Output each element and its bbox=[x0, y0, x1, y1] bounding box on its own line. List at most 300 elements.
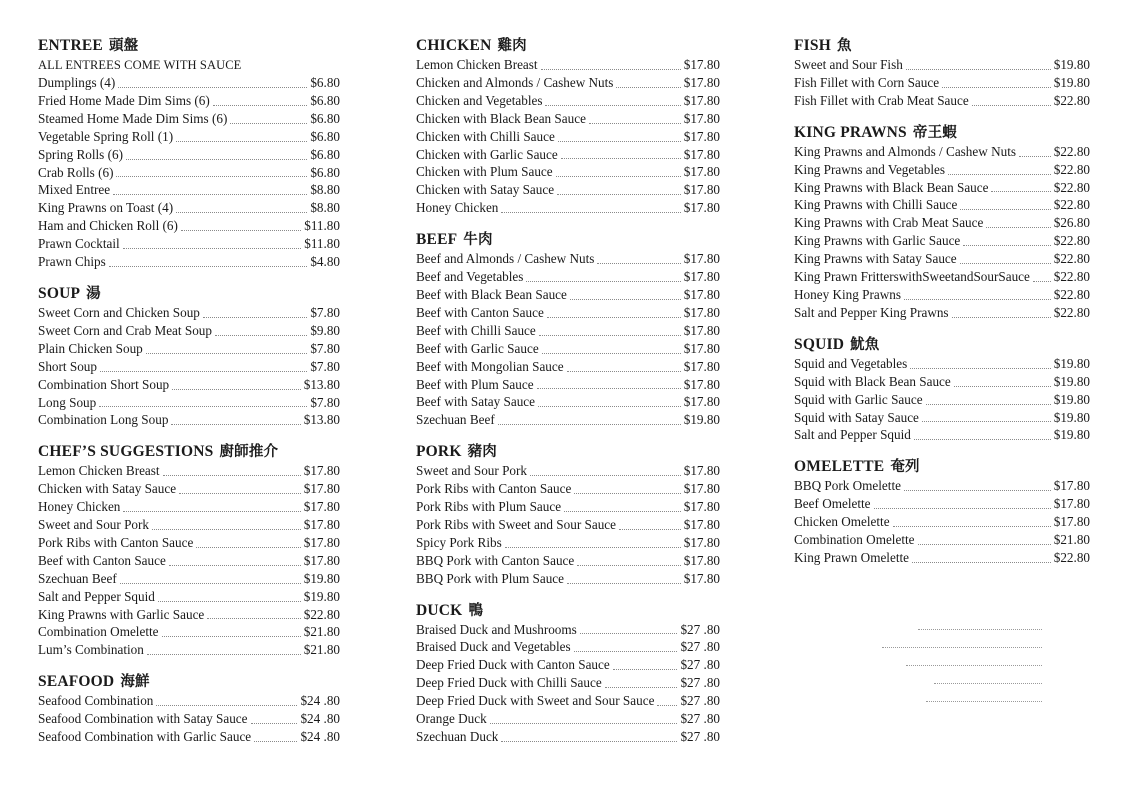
menu-item-name: Beef with Mongolian Sauce bbox=[416, 358, 564, 374]
menu-item bbox=[416, 638, 720, 656]
menu-item-name: Combination Long Soup bbox=[38, 412, 169, 428]
dot-leader bbox=[893, 526, 1051, 527]
menu-item bbox=[38, 588, 340, 606]
menu-item-price: $17.80 bbox=[683, 570, 720, 586]
dot-leader bbox=[539, 335, 681, 336]
dot-leader bbox=[589, 123, 681, 124]
menu-item bbox=[38, 235, 340, 253]
section-title bbox=[416, 601, 720, 621]
menu-item bbox=[416, 376, 720, 394]
dot-leader bbox=[207, 618, 300, 619]
menu-item bbox=[794, 179, 1090, 197]
menu-item-price: $27 .80 bbox=[680, 639, 720, 655]
menu-item bbox=[794, 391, 1090, 409]
menu-item bbox=[794, 373, 1090, 391]
dot-leader bbox=[541, 69, 681, 70]
dot-leader bbox=[906, 69, 1051, 70]
dot-leader bbox=[116, 176, 307, 177]
menu-item-name: Beef with Canton Sauce bbox=[416, 304, 544, 320]
menu-item bbox=[416, 181, 720, 199]
menu-item bbox=[416, 286, 720, 304]
menu-section-soup bbox=[38, 284, 340, 429]
menu-item-name: Beef with Garlic Sauce bbox=[416, 340, 539, 356]
menu-item-name: BBQ Pork Omelette bbox=[794, 478, 901, 494]
dot-leader bbox=[169, 565, 301, 566]
menu-item-price: $17.80 bbox=[683, 340, 720, 356]
menu-item-name: Braised Duck and Vegetables bbox=[416, 639, 571, 655]
menu-item-price: $17.80 bbox=[1053, 514, 1090, 530]
menu-item bbox=[794, 549, 1090, 567]
section-title-zh: 奄列 bbox=[890, 459, 920, 476]
blank-dotted-line bbox=[918, 628, 1042, 630]
section-title bbox=[416, 442, 720, 462]
menu-item-name: Beef with Black Bean Sauce bbox=[416, 286, 567, 302]
menu-item-price: $17.80 bbox=[683, 481, 720, 497]
blank-dotted-line bbox=[926, 700, 1042, 702]
menu-column-left bbox=[38, 36, 340, 759]
menu-item bbox=[38, 411, 340, 429]
menu-item-price: $26.80 bbox=[1053, 215, 1090, 231]
menu-item-price: $6.80 bbox=[310, 75, 340, 90]
menu-item bbox=[794, 92, 1090, 110]
dot-leader bbox=[100, 371, 307, 372]
menu-item bbox=[794, 495, 1090, 513]
menu-section-chicken bbox=[416, 36, 720, 217]
dot-leader bbox=[501, 212, 680, 213]
menu-item-name: King Prawns with Satay Sauce bbox=[794, 251, 957, 267]
menu-item-name: BBQ Pork with Canton Sauce bbox=[416, 552, 575, 568]
menu-item-price: $22.80 bbox=[1053, 197, 1090, 213]
menu-item bbox=[794, 304, 1090, 322]
menu-item bbox=[38, 253, 340, 271]
menu-item-name: Sweet and Sour Fish bbox=[794, 57, 903, 72]
menu-item bbox=[416, 710, 720, 728]
menu-section-fish bbox=[794, 36, 1090, 110]
menu-item-name: Sweet and Sour Pork bbox=[416, 463, 527, 479]
menu-item-price: $24 .80 bbox=[300, 711, 340, 727]
menu-item bbox=[38, 480, 340, 498]
menu-item-name: Deep Fried Duck with Chilli Sauce bbox=[416, 675, 602, 691]
menu-item bbox=[794, 477, 1090, 495]
menu-item bbox=[38, 728, 340, 746]
dot-leader bbox=[99, 406, 307, 407]
section-title bbox=[38, 672, 340, 692]
menu-item bbox=[794, 513, 1090, 531]
section-title bbox=[416, 36, 720, 56]
menu-item bbox=[38, 217, 340, 235]
menu-item-price: $22.80 bbox=[1053, 161, 1090, 177]
menu-item bbox=[794, 214, 1090, 232]
menu-item-name: Chicken with Garlic Sauce bbox=[416, 146, 558, 162]
menu-item-price: $27 .80 bbox=[680, 693, 720, 709]
dot-leader bbox=[120, 583, 301, 584]
menu-item bbox=[38, 376, 340, 394]
menu-item-name: Seafood Combination bbox=[38, 693, 154, 709]
menu-item-price: $17.80 bbox=[683, 304, 720, 320]
dot-leader bbox=[213, 105, 308, 106]
menu-item-name: Pork Ribs with Sweet and Sour Sauce bbox=[416, 516, 616, 532]
menu-item-name: Steamed Home Made Dim Sims (6) bbox=[38, 110, 228, 126]
section-title-zh: 豬肉 bbox=[467, 444, 497, 461]
menu-item-name: Chicken with Plum Sauce bbox=[416, 164, 553, 180]
menu-item-name: Sweet and Sour Pork bbox=[38, 517, 149, 533]
section-title bbox=[38, 284, 340, 304]
dot-leader bbox=[914, 439, 1051, 440]
menu-item-price: $7.80 bbox=[310, 358, 340, 374]
section-title bbox=[794, 36, 1090, 56]
menu-item-price: $17.80 bbox=[683, 146, 720, 162]
menu-item-price: $17.80 bbox=[683, 92, 720, 108]
dot-leader bbox=[230, 123, 307, 124]
menu-item-name: Beef and Vegetables bbox=[416, 269, 524, 285]
menu-item bbox=[38, 128, 340, 146]
menu-item bbox=[38, 110, 340, 128]
menu-item-price: $6.80 bbox=[310, 164, 340, 180]
dot-leader bbox=[113, 194, 307, 195]
menu-item-price: $6.80 bbox=[310, 92, 340, 108]
dot-leader bbox=[176, 141, 307, 142]
menu-item-price: $17.80 bbox=[683, 552, 720, 568]
menu-section-king-prawns bbox=[794, 123, 1090, 322]
section-title-zh: 湯 bbox=[86, 285, 101, 302]
menu-item-name: Fish Fillet with Crab Meat Sauce bbox=[794, 92, 969, 108]
dot-leader bbox=[171, 424, 300, 425]
dot-leader bbox=[558, 141, 681, 142]
menu-item-price: $22.80 bbox=[1053, 143, 1090, 159]
menu-item bbox=[416, 621, 720, 639]
dot-leader bbox=[616, 87, 680, 88]
menu-section-entree bbox=[38, 36, 340, 271]
menu-item-price: $21.80 bbox=[1053, 532, 1090, 548]
dot-leader bbox=[1019, 156, 1051, 157]
menu-item-price: $7.80 bbox=[310, 304, 340, 320]
dot-leader bbox=[960, 263, 1051, 264]
menu-item-price: $27 .80 bbox=[680, 657, 720, 673]
menu-item-name: Deep Fried Duck with Sweet and Sour Sauce bbox=[416, 693, 655, 709]
menu-item-price: $4.80 bbox=[310, 254, 340, 270]
menu-item bbox=[794, 56, 1090, 74]
menu-item bbox=[416, 570, 720, 588]
menu-item-price: $17.80 bbox=[683, 394, 720, 410]
menu-item-name: Long Soup bbox=[38, 394, 97, 410]
menu-item-price: $9.80 bbox=[310, 322, 340, 338]
dot-leader bbox=[556, 176, 681, 177]
dot-leader bbox=[574, 493, 680, 494]
menu-item-price: $27 .80 bbox=[680, 621, 720, 637]
section-title-zh: 魚 bbox=[836, 38, 852, 54]
menu-item-name: King Prawn FritterswithSweetandSourSauce bbox=[794, 269, 1030, 285]
menu-item bbox=[794, 143, 1090, 161]
menu-item-name: Lemon Chicken Breast bbox=[38, 463, 160, 479]
menu-item bbox=[416, 163, 720, 181]
menu-item-price: $17.80 bbox=[683, 251, 720, 267]
menu-item bbox=[794, 286, 1090, 304]
dot-leader bbox=[574, 651, 678, 652]
menu-item-price: $24 .80 bbox=[300, 693, 340, 709]
section-title-en: SQUID bbox=[794, 335, 845, 353]
menu-item-name: Seafood Combination with Satay Sauce bbox=[38, 711, 248, 727]
menu-item-price: $6.80 bbox=[310, 128, 340, 144]
menu-item bbox=[794, 355, 1090, 373]
menu-item-name: Salt and Pepper Squid bbox=[794, 427, 911, 443]
menu-item-price: $22.80 bbox=[303, 606, 340, 622]
menu-item-name: King Prawns with Black Bean Sauce bbox=[794, 179, 989, 195]
menu-item-name: Fish Fillet with Corn Sauce bbox=[794, 74, 940, 90]
menu-item-price: $8.80 bbox=[310, 200, 340, 216]
menu-item-name: Squid with Garlic Sauce bbox=[794, 391, 923, 407]
menu-item-name: Honey King Prawns bbox=[794, 286, 901, 302]
dot-leader bbox=[926, 404, 1051, 405]
dot-leader bbox=[960, 209, 1050, 210]
menu-item bbox=[38, 570, 340, 588]
dot-leader bbox=[123, 248, 302, 249]
menu-item bbox=[38, 146, 340, 164]
menu-item bbox=[416, 304, 720, 322]
menu-item-price: $17.80 bbox=[683, 358, 720, 374]
dot-leader bbox=[874, 508, 1051, 509]
menu-item-price: $13.80 bbox=[303, 376, 340, 392]
dot-leader bbox=[538, 406, 681, 407]
menu-item bbox=[416, 498, 720, 516]
blank-dotted-line bbox=[934, 682, 1042, 684]
dot-leader bbox=[505, 547, 681, 548]
menu-item bbox=[794, 409, 1090, 427]
menu-item-price: $17.80 bbox=[303, 517, 340, 533]
dot-leader bbox=[972, 105, 1051, 106]
dot-leader bbox=[147, 654, 301, 655]
dot-leader bbox=[156, 705, 297, 706]
menu-item-price: $17.80 bbox=[303, 499, 340, 515]
menu-item-name: BBQ Pork with Plum Sauce bbox=[416, 570, 564, 586]
menu-item bbox=[794, 531, 1090, 549]
menu-item-price: $24 .80 bbox=[300, 729, 340, 745]
dot-leader bbox=[619, 529, 681, 530]
dot-leader bbox=[986, 227, 1050, 228]
menu-item bbox=[794, 232, 1090, 250]
menu-item-name: Squid and Vegetables bbox=[794, 355, 908, 371]
menu-item-name: Fried Home Made Dim Sims (6) bbox=[38, 92, 210, 108]
menu-item-price: $7.80 bbox=[310, 340, 340, 356]
section-title-en: ENTREE bbox=[38, 37, 103, 54]
menu-item-price: $22.80 bbox=[1053, 179, 1090, 195]
section-title-zh: 帝王蝦 bbox=[912, 124, 957, 141]
menu-item-name: Braised Duck and Mushrooms bbox=[416, 621, 577, 637]
section-title-en: BEEF bbox=[416, 231, 458, 249]
section-title-zh: 雞肉 bbox=[497, 38, 527, 54]
section-title-en: OMELETTE bbox=[794, 458, 885, 476]
menu-item-price: $17.80 bbox=[683, 182, 720, 198]
menu-item bbox=[38, 710, 340, 728]
menu-item-name: Deep Fried Duck with Canton Sauce bbox=[416, 657, 610, 673]
section-title-en: SEAFOOD bbox=[38, 673, 115, 691]
menu-item-price: $7.80 bbox=[310, 394, 340, 410]
menu-item-price: $8.80 bbox=[310, 182, 340, 198]
menu-item-name: Chicken with Satay Sauce bbox=[416, 182, 555, 198]
menu-item-name: Ham and Chicken Roll (6) bbox=[38, 218, 178, 234]
menu-section-chef-s-suggestions bbox=[38, 442, 340, 659]
menu-item bbox=[38, 462, 340, 480]
menu-item-name: Beef with Plum Sauce bbox=[416, 376, 534, 392]
menu-item-name: Beef Omelette bbox=[794, 496, 871, 512]
dot-leader bbox=[561, 158, 681, 159]
menu-item-price: $19.80 bbox=[1053, 373, 1090, 389]
menu-item bbox=[416, 552, 720, 570]
menu-item bbox=[794, 268, 1090, 286]
dot-leader bbox=[657, 705, 677, 706]
dot-leader bbox=[152, 529, 301, 530]
section-title-zh: 廚師推介 bbox=[219, 444, 279, 461]
blank-dotted-line bbox=[882, 646, 1042, 648]
menu-item bbox=[38, 340, 340, 358]
menu-item-name: Szechuan Beef bbox=[38, 570, 117, 586]
dot-leader bbox=[963, 245, 1050, 246]
dot-leader bbox=[580, 633, 678, 634]
menu-item-price: $19.80 bbox=[1053, 74, 1090, 90]
menu-item-name: Orange Duck bbox=[416, 711, 487, 727]
menu-item bbox=[416, 516, 720, 534]
menu-item-name: Pork Ribs with Plum Sauce bbox=[416, 499, 562, 515]
menu-item-price: $17.80 bbox=[683, 74, 720, 90]
menu-item-name: Beef with Satay Sauce bbox=[416, 394, 536, 410]
menu-item-name: Dumplings (4) bbox=[38, 75, 116, 90]
menu-item bbox=[38, 641, 340, 659]
menu-item-price: $17.80 bbox=[303, 534, 340, 550]
menu-item bbox=[416, 728, 720, 746]
menu-item bbox=[416, 674, 720, 692]
dot-leader bbox=[196, 547, 300, 548]
menu-item bbox=[38, 623, 340, 641]
menu-item bbox=[38, 181, 340, 199]
menu-item bbox=[38, 92, 340, 110]
menu-item-price: $17.80 bbox=[683, 516, 720, 532]
menu-item-name: Sweet Corn and Crab Meat Soup bbox=[38, 322, 212, 338]
menu-item bbox=[416, 393, 720, 411]
menu-item-price: $22.80 bbox=[1053, 233, 1090, 249]
menu-item-name: Combination Omelette bbox=[794, 532, 915, 548]
section-title-en: FISH bbox=[794, 37, 831, 54]
dot-leader bbox=[545, 105, 680, 106]
menu-item-name: Beef with Chilli Sauce bbox=[416, 322, 536, 338]
menu-item-name: Sweet Corn and Chicken Soup bbox=[38, 304, 200, 320]
menu-item bbox=[416, 656, 720, 674]
menu-item bbox=[38, 394, 340, 412]
menu-item-price: $19.80 bbox=[303, 588, 340, 604]
menu-item-name: Pork Ribs with Canton Sauce bbox=[38, 534, 194, 550]
menu-item-price: $17.80 bbox=[1053, 496, 1090, 512]
menu-item bbox=[416, 199, 720, 217]
menu-item bbox=[416, 146, 720, 164]
menu-section-seafood bbox=[38, 672, 340, 746]
menu-item bbox=[38, 498, 340, 516]
dot-leader bbox=[537, 388, 681, 389]
dot-leader bbox=[910, 368, 1050, 369]
dot-leader bbox=[126, 159, 307, 160]
section-title-zh: 頭盤 bbox=[108, 38, 139, 54]
menu-item-name: Seafood Combination with Garlic Sauce bbox=[38, 729, 252, 745]
menu-item-price: $22.80 bbox=[1053, 92, 1090, 108]
dot-leader bbox=[254, 741, 297, 742]
dot-leader bbox=[146, 353, 308, 354]
dot-leader bbox=[577, 565, 680, 566]
dot-leader bbox=[904, 299, 1051, 300]
section-title-en: KING PRAWNS bbox=[794, 123, 907, 141]
menu-item-name: Chicken and Almonds / Cashew Nuts bbox=[416, 74, 614, 90]
dot-leader bbox=[1033, 281, 1051, 282]
menu-item-price: $22.80 bbox=[1053, 549, 1090, 565]
menu-item-name: Szechuan Duck bbox=[416, 729, 499, 744]
menu-item-price: $13.80 bbox=[303, 412, 340, 428]
section-title bbox=[794, 457, 1090, 477]
menu-item bbox=[416, 110, 720, 128]
menu-section-squid bbox=[794, 335, 1090, 445]
menu-item bbox=[38, 304, 340, 322]
menu-item-name: Chicken and Vegetables bbox=[416, 92, 543, 108]
menu-item-name: Beef and Almonds / Cashew Nuts bbox=[416, 251, 595, 267]
menu-item-name: Plain Chicken Soup bbox=[38, 340, 143, 356]
menu-item-price: $6.80 bbox=[310, 110, 340, 126]
menu-item bbox=[38, 552, 340, 570]
menu-item-name: Chicken Omelette bbox=[794, 514, 890, 530]
menu-item-price: $6.80 bbox=[310, 146, 340, 162]
dot-leader bbox=[567, 583, 681, 584]
menu-section-omelette bbox=[794, 457, 1090, 567]
menu-item-price: $17.80 bbox=[683, 322, 720, 338]
menu-item bbox=[416, 128, 720, 146]
menu-item-price: $17.80 bbox=[683, 463, 720, 479]
menu-section-duck bbox=[416, 601, 720, 746]
menu-item bbox=[794, 426, 1090, 444]
menu-item-name: Vegetable Spring Roll (1) bbox=[38, 128, 174, 144]
menu-column-middle bbox=[416, 36, 720, 759]
blank-dotted-line bbox=[906, 664, 1042, 666]
menu-item-name: Szechuan Beef bbox=[416, 412, 495, 428]
menu-item-price: $17.80 bbox=[683, 128, 720, 144]
dot-leader bbox=[501, 741, 677, 742]
menu-item-name: Combination Omelette bbox=[38, 624, 159, 640]
dot-leader bbox=[490, 723, 678, 724]
dot-leader bbox=[162, 636, 301, 637]
dot-leader bbox=[215, 335, 307, 336]
menu-item-price: $22.80 bbox=[1053, 304, 1090, 320]
menu-item-price: $17.80 bbox=[303, 481, 340, 497]
menu-item bbox=[416, 322, 720, 340]
menu-item-name: Honey Chicken bbox=[38, 499, 121, 515]
section-title-en: CHICKEN bbox=[416, 37, 492, 54]
dot-leader bbox=[954, 386, 1051, 387]
menu-item bbox=[38, 199, 340, 217]
dot-leader bbox=[203, 317, 307, 318]
menu-item-name: Honey Chicken bbox=[416, 200, 499, 216]
dot-leader bbox=[904, 490, 1051, 491]
menu-item-price: $17.80 bbox=[683, 164, 720, 180]
section-title-en: CHEF’S SUGGESTIONS bbox=[38, 443, 214, 461]
menu-item-name: Prawn Cocktail bbox=[38, 236, 120, 252]
menu-item-name: Spring Rolls (6) bbox=[38, 146, 123, 162]
menu-item-name: Squid with Black Bean Sauce bbox=[794, 373, 951, 389]
menu-item-name: Combination Short Soup bbox=[38, 376, 170, 392]
menu-item-price: $17.80 bbox=[683, 499, 720, 515]
menu-item-price: $11.80 bbox=[304, 218, 340, 234]
dot-leader bbox=[922, 421, 1051, 422]
menu-item-price: $19.80 bbox=[1053, 427, 1090, 443]
menu-item-price: $17.80 bbox=[303, 552, 340, 568]
menu-item-price: $22.80 bbox=[1053, 251, 1090, 267]
menu-section-beef bbox=[416, 230, 720, 429]
section-title bbox=[794, 335, 1090, 355]
section-title-en: SOUP bbox=[38, 284, 81, 302]
menu-item-name: King Prawns and Vegetables bbox=[794, 161, 946, 177]
menu-item-price: $19.80 bbox=[1053, 391, 1090, 407]
